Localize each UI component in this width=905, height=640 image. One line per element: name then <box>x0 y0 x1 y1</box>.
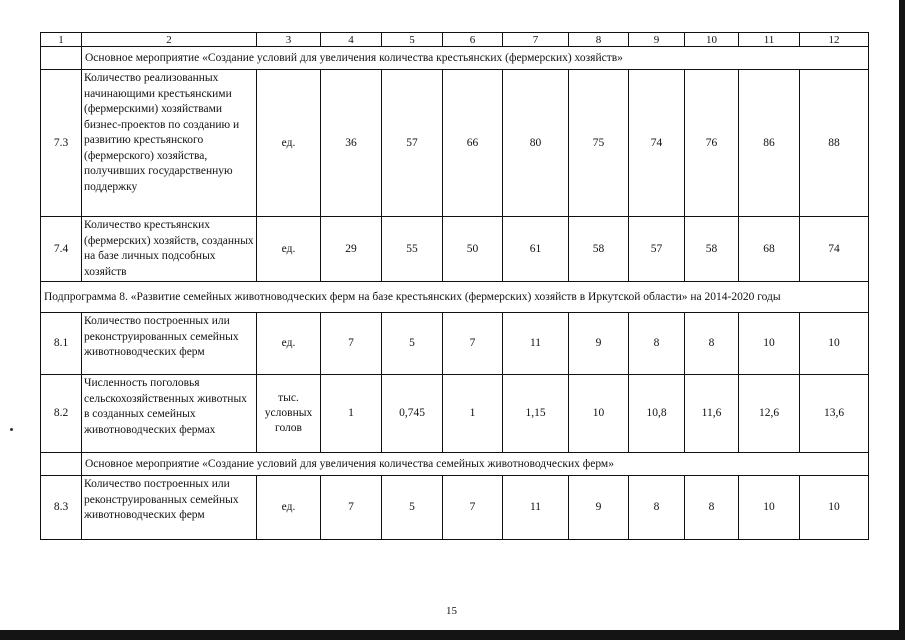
row-number: 7.3 <box>41 70 82 217</box>
row-number: 8.3 <box>41 476 82 540</box>
value-cell: 10,8 <box>629 375 685 453</box>
table-row <box>41 476 869 540</box>
section-row <box>41 453 869 476</box>
value-cell: 36 <box>321 70 382 217</box>
unit-cell: ед. <box>257 313 321 375</box>
value-cell: 7 <box>443 313 503 375</box>
unit-cell: ед. <box>257 70 321 217</box>
value-cell: 11,6 <box>685 375 739 453</box>
empty-cell <box>41 47 82 70</box>
value-cell: 61 <box>503 217 569 282</box>
header-cell: 1 <box>41 33 82 47</box>
value-cell: 74 <box>629 70 685 217</box>
scan-border-right <box>899 0 905 640</box>
indicator-name: Количество построенных или реконструированных семейных животноводческих ферм <box>82 313 257 375</box>
header-row <box>41 33 869 47</box>
value-cell: 68 <box>739 217 800 282</box>
empty-cell <box>41 453 82 476</box>
indicator-name: Количество крестьянских (фермерских) хозяйств, созданных на базе личных подсобных хозяйств <box>82 217 257 282</box>
value-cell: 9 <box>569 313 629 375</box>
header-cell: 10 <box>685 33 739 47</box>
value-cell: 7 <box>443 476 503 540</box>
table-row <box>41 217 869 282</box>
header-cell: 12 <box>800 33 869 47</box>
value-cell: 8 <box>629 313 685 375</box>
value-cell: 58 <box>569 217 629 282</box>
page-number: 15 <box>446 605 457 617</box>
row-number: 8.2 <box>41 375 82 453</box>
value-cell: 10 <box>800 476 869 540</box>
value-cell: 12,6 <box>739 375 800 453</box>
value-cell: 76 <box>685 70 739 217</box>
header-cell: 8 <box>569 33 629 47</box>
section-title: Основное мероприятие «Создание условий для увеличения количества крестьянских (фермерских) хозяйств» <box>82 47 869 70</box>
value-cell: 86 <box>739 70 800 217</box>
indicator-name: Количество реализованных начинающими крестьянскими (фермерскими) хозяйствами бизнес-проектов по созданию и развитию крестьянского (фермерского) хозяйства, получивших государственную поддержку <box>82 70 257 217</box>
value-cell: 57 <box>629 217 685 282</box>
subprogram-row <box>41 282 869 313</box>
header-cell: 3 <box>257 33 321 47</box>
indicator-name: Количество построенных или реконструированных семейных животноводческих ферм <box>82 476 257 540</box>
value-cell: 11 <box>503 313 569 375</box>
indicator-name: Численность поголовья сельскохозяйственных животных в созданных семейных животноводческих фермах <box>82 375 257 453</box>
header-cell: 11 <box>739 33 800 47</box>
section-row <box>41 47 869 70</box>
value-cell: 75 <box>569 70 629 217</box>
header-cell: 4 <box>321 33 382 47</box>
value-cell: 11 <box>503 476 569 540</box>
header-cell: 9 <box>629 33 685 47</box>
header-cell: 7 <box>503 33 569 47</box>
row-number: 8.1 <box>41 313 82 375</box>
section-title: Основное мероприятие «Создание условий для увеличения количества семейных животноводческих ферм» <box>82 453 869 476</box>
indicators-table <box>40 32 869 540</box>
unit-cell: тыс. условных голов <box>257 375 321 453</box>
header-cell: 6 <box>443 33 503 47</box>
value-cell: 9 <box>569 476 629 540</box>
row-number: 7.4 <box>41 217 82 282</box>
value-cell: 8 <box>685 476 739 540</box>
value-cell: 5 <box>382 476 443 540</box>
value-cell: 8 <box>685 313 739 375</box>
value-cell: 13,6 <box>800 375 869 453</box>
value-cell: 57 <box>382 70 443 217</box>
value-cell: 74 <box>800 217 869 282</box>
value-cell: 29 <box>321 217 382 282</box>
scan-border-bottom <box>0 630 905 640</box>
value-cell: 5 <box>382 313 443 375</box>
scan-speck <box>10 428 13 431</box>
unit-cell: ед. <box>257 476 321 540</box>
value-cell: 58 <box>685 217 739 282</box>
header-cell: 2 <box>82 33 257 47</box>
value-cell: 88 <box>800 70 869 217</box>
value-cell: 80 <box>503 70 569 217</box>
value-cell: 8 <box>629 476 685 540</box>
unit-cell: ед. <box>257 217 321 282</box>
value-cell: 1 <box>443 375 503 453</box>
value-cell: 55 <box>382 217 443 282</box>
value-cell: 10 <box>800 313 869 375</box>
value-cell: 66 <box>443 70 503 217</box>
value-cell: 10 <box>739 313 800 375</box>
value-cell: 1 <box>321 375 382 453</box>
value-cell: 1,15 <box>503 375 569 453</box>
value-cell: 7 <box>321 476 382 540</box>
table-row <box>41 375 869 453</box>
header-cell: 5 <box>382 33 443 47</box>
table-row <box>41 70 869 217</box>
table-row <box>41 313 869 375</box>
value-cell: 50 <box>443 217 503 282</box>
value-cell: 10 <box>739 476 800 540</box>
value-cell: 0,745 <box>382 375 443 453</box>
subprogram-title: Подпрограмма 8. «Развитие семейных животноводческих ферм на базе крестьянских (фермерских) хозяйств в Иркутской области» на 2014-2020 годы <box>41 282 869 313</box>
value-cell: 10 <box>569 375 629 453</box>
value-cell: 7 <box>321 313 382 375</box>
